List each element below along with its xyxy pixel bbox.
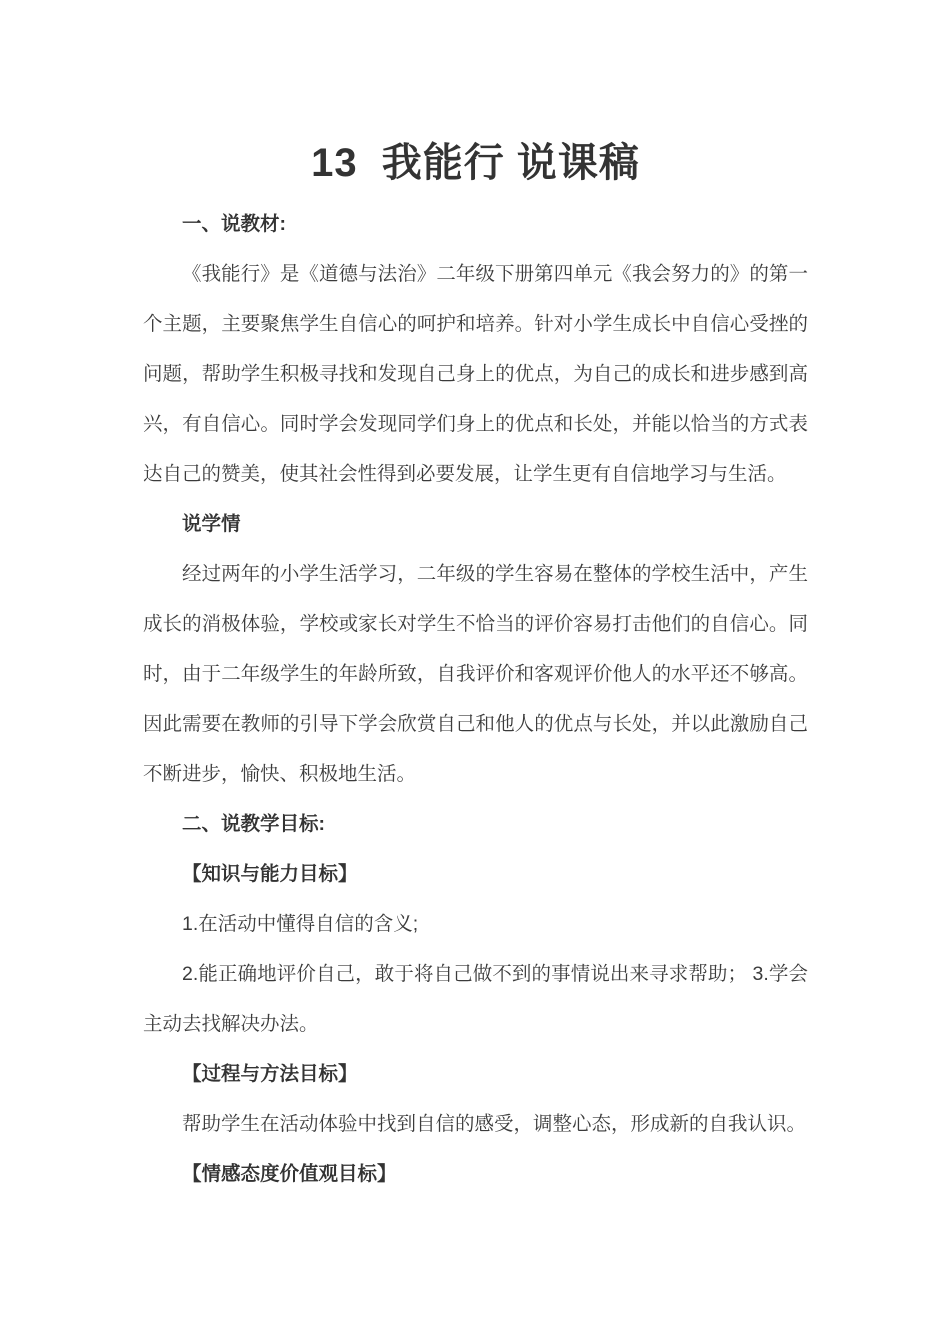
paragraph-goal-2-3: 2.能正确地评价自己，敢于将自己做不到的事情说出来寻求帮助； 3.学会主动去找解决办法。 bbox=[143, 963, 808, 1035]
heading-knowledge-ability-goal: 【知识与能力目标】 bbox=[182, 863, 358, 885]
paragraph-process-method: 帮助学生在活动体验中找到自信的感受，调整心态，形成新的自我认识。 bbox=[182, 1113, 807, 1135]
document-title: 13 我能行 说课稿 bbox=[311, 141, 640, 185]
heading-teaching-goals: 二、说教学目标: bbox=[182, 813, 325, 835]
paragraph-goal-1: 1.在活动中懂得自信的含义; bbox=[182, 913, 419, 935]
paragraph-learner-analysis: 经过两年的小学生活学习，二年级的学生容易在整体的学校生活中，产生成长的消极体验，学校或家长对学生不恰当的评价容易打击他们的自信心。同时，由于二年级学生的年龄所致，自我评价和客观评价他人的水平还不够高。因此需要在教师的引导下学会欣赏自己和他人的优点与长处，并以此激励自己不断进步，愉快、积极地生活。 bbox=[143, 563, 808, 785]
heading-process-method-goal: 【过程与方法目标】 bbox=[182, 1063, 358, 1085]
heading-say-textbook: 一、说教材: bbox=[182, 213, 286, 235]
heading-emotion-attitude-value-goal: 【情感态度价值观目标】 bbox=[182, 1163, 397, 1185]
paragraph-textbook-analysis: 《我能行》是《道德与法治》二年级下册第四单元《我会努力的》的第一个主题，主要聚焦学生自信心的呵护和培养。针对小学生成长中自信心受挫的问题，帮助学生积极寻找和发现自己身上的优点，为自己的成长和进步感到高兴，有自信心。同时学会发现同学们身上的优点和长处，并能以恰当的方式表达自己的赞美，使其社会性得到必要发展，让学生更有自信地学习与生活。 bbox=[143, 263, 808, 485]
heading-say-learners: 说学情 bbox=[182, 513, 241, 535]
